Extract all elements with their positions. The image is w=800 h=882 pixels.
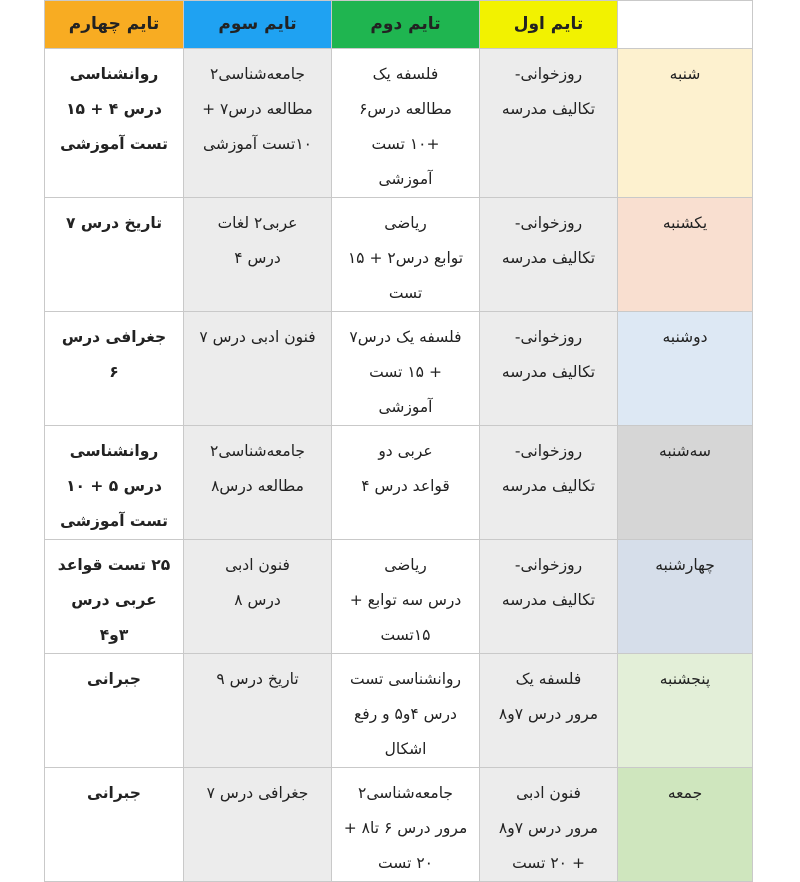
schedule-cell bbox=[184, 426, 332, 540]
schedule-cell bbox=[480, 198, 618, 312]
cell-text: روزخوانی- تکالیف مدرسه bbox=[501, 214, 596, 267]
schedule-cell bbox=[184, 198, 332, 312]
cell-text: جغرافی درس ۷ bbox=[206, 784, 309, 802]
cell-text: عربی۲ لغات درس ۴ bbox=[217, 214, 298, 267]
schedule-cell bbox=[332, 49, 480, 198]
header-time-4: تایم چهارم bbox=[45, 1, 184, 49]
cell-text: روزخوانی- تکالیف مدرسه bbox=[501, 328, 596, 381]
schedule-cell bbox=[184, 540, 332, 654]
schedule-row bbox=[45, 540, 753, 654]
schedule-cell bbox=[480, 540, 618, 654]
day-label: دوشنبه bbox=[618, 312, 753, 426]
schedule-cell bbox=[480, 654, 618, 768]
cell-text: جامعه‌شناسی۲ مطالعه درس۸ bbox=[209, 442, 306, 495]
schedule-row bbox=[45, 426, 753, 540]
schedule-cell bbox=[480, 49, 618, 198]
cell-text: جبرانی bbox=[87, 784, 141, 802]
schedule-cell bbox=[480, 768, 618, 882]
schedule-cell bbox=[184, 312, 332, 426]
day-label: یکشنبه bbox=[618, 198, 753, 312]
schedule-row bbox=[45, 49, 753, 198]
header-time-2: تایم دوم bbox=[332, 1, 480, 49]
schedule-cell bbox=[45, 312, 184, 426]
day-label: جمعه bbox=[618, 768, 753, 882]
cell-text: تاریخ درس ۹ bbox=[216, 670, 299, 688]
cell-text: ریاضی درس سه توابع + ۱۵تست bbox=[349, 556, 462, 644]
cell-text: جامعه‌شناسی۲ مرور درس ۶ تا۸ + ۲۰ تست bbox=[343, 784, 468, 872]
schedule-cell bbox=[45, 540, 184, 654]
study-schedule-table bbox=[44, 0, 753, 882]
header-time-3: تایم سوم bbox=[184, 1, 332, 49]
header-corner bbox=[618, 1, 753, 49]
schedule-body bbox=[45, 49, 753, 882]
schedule-cell bbox=[45, 49, 184, 198]
day-label: پنجشنبه bbox=[618, 654, 753, 768]
cell-text: فنون ادبی مرور درس ۷و۸ + ۲۰ تست bbox=[498, 784, 599, 872]
cell-text: ریاضی توابع درس۲ + ۱۵ تست bbox=[347, 214, 464, 302]
schedule-row bbox=[45, 312, 753, 426]
cell-text: تاریخ درس ۷ bbox=[65, 214, 163, 232]
cell-text: روزخوانی- تکالیف مدرسه bbox=[501, 556, 596, 609]
cell-text: ۲۵ تست قواعد عربی درس ۳و۴ bbox=[57, 556, 171, 644]
cell-text: جغرافی درس ۶ bbox=[61, 328, 167, 381]
schedule-cell bbox=[332, 198, 480, 312]
schedule-cell bbox=[184, 654, 332, 768]
cell-text: فلسفه یک مرور درس ۷و۸ bbox=[498, 670, 599, 723]
cell-text: روانشناسی درس ۵ + ۱۰ تست آموزشی bbox=[60, 442, 168, 530]
schedule-cell bbox=[332, 540, 480, 654]
schedule-cell bbox=[480, 426, 618, 540]
header-row bbox=[45, 1, 753, 49]
schedule-cell bbox=[45, 654, 184, 768]
day-label: چهارشنبه bbox=[618, 540, 753, 654]
cell-text: فنون ادبی درس ۸ bbox=[225, 556, 290, 609]
schedule-cell bbox=[332, 654, 480, 768]
schedule-cell bbox=[332, 312, 480, 426]
schedule-cell bbox=[480, 312, 618, 426]
schedule-cell bbox=[45, 768, 184, 882]
cell-text: روزخوانی- تکالیف مدرسه bbox=[501, 442, 596, 495]
cell-text: روانشناسی درس ۴ + ۱۵ تست آموزشی bbox=[60, 65, 168, 153]
day-label: شنبه bbox=[618, 49, 753, 198]
cell-text: روانشناسی تست درس ۴و۵ و رفع اشکال bbox=[349, 670, 461, 758]
cell-text: فلسفه یک مطالعه درس۶ +۱۰ تست آموزشی bbox=[359, 65, 452, 188]
schedule-cell bbox=[332, 768, 480, 882]
schedule-row bbox=[45, 654, 753, 768]
schedule-row bbox=[45, 768, 753, 882]
cell-text: فنون ادبی درس ۷ bbox=[199, 328, 316, 346]
schedule-cell bbox=[45, 426, 184, 540]
cell-text: جبرانی bbox=[87, 670, 141, 688]
schedule-cell bbox=[45, 198, 184, 312]
schedule-cell bbox=[332, 426, 480, 540]
cell-text: روزخوانی- تکالیف مدرسه bbox=[501, 65, 596, 118]
header-time-1: تایم اول bbox=[480, 1, 618, 49]
cell-text: جامعه‌شناسی۲ مطالعه درس۷ + ۱۰تست آموزشی bbox=[202, 65, 313, 153]
day-label: سه‌شنبه bbox=[618, 426, 753, 540]
schedule-cell bbox=[184, 768, 332, 882]
cell-text: عربی دو قواعد درس ۴ bbox=[361, 442, 450, 495]
cell-text: فلسفه یک درس۷ + ۱۵ تست آموزشی bbox=[349, 328, 462, 416]
schedule-cell bbox=[184, 49, 332, 198]
schedule-row bbox=[45, 198, 753, 312]
